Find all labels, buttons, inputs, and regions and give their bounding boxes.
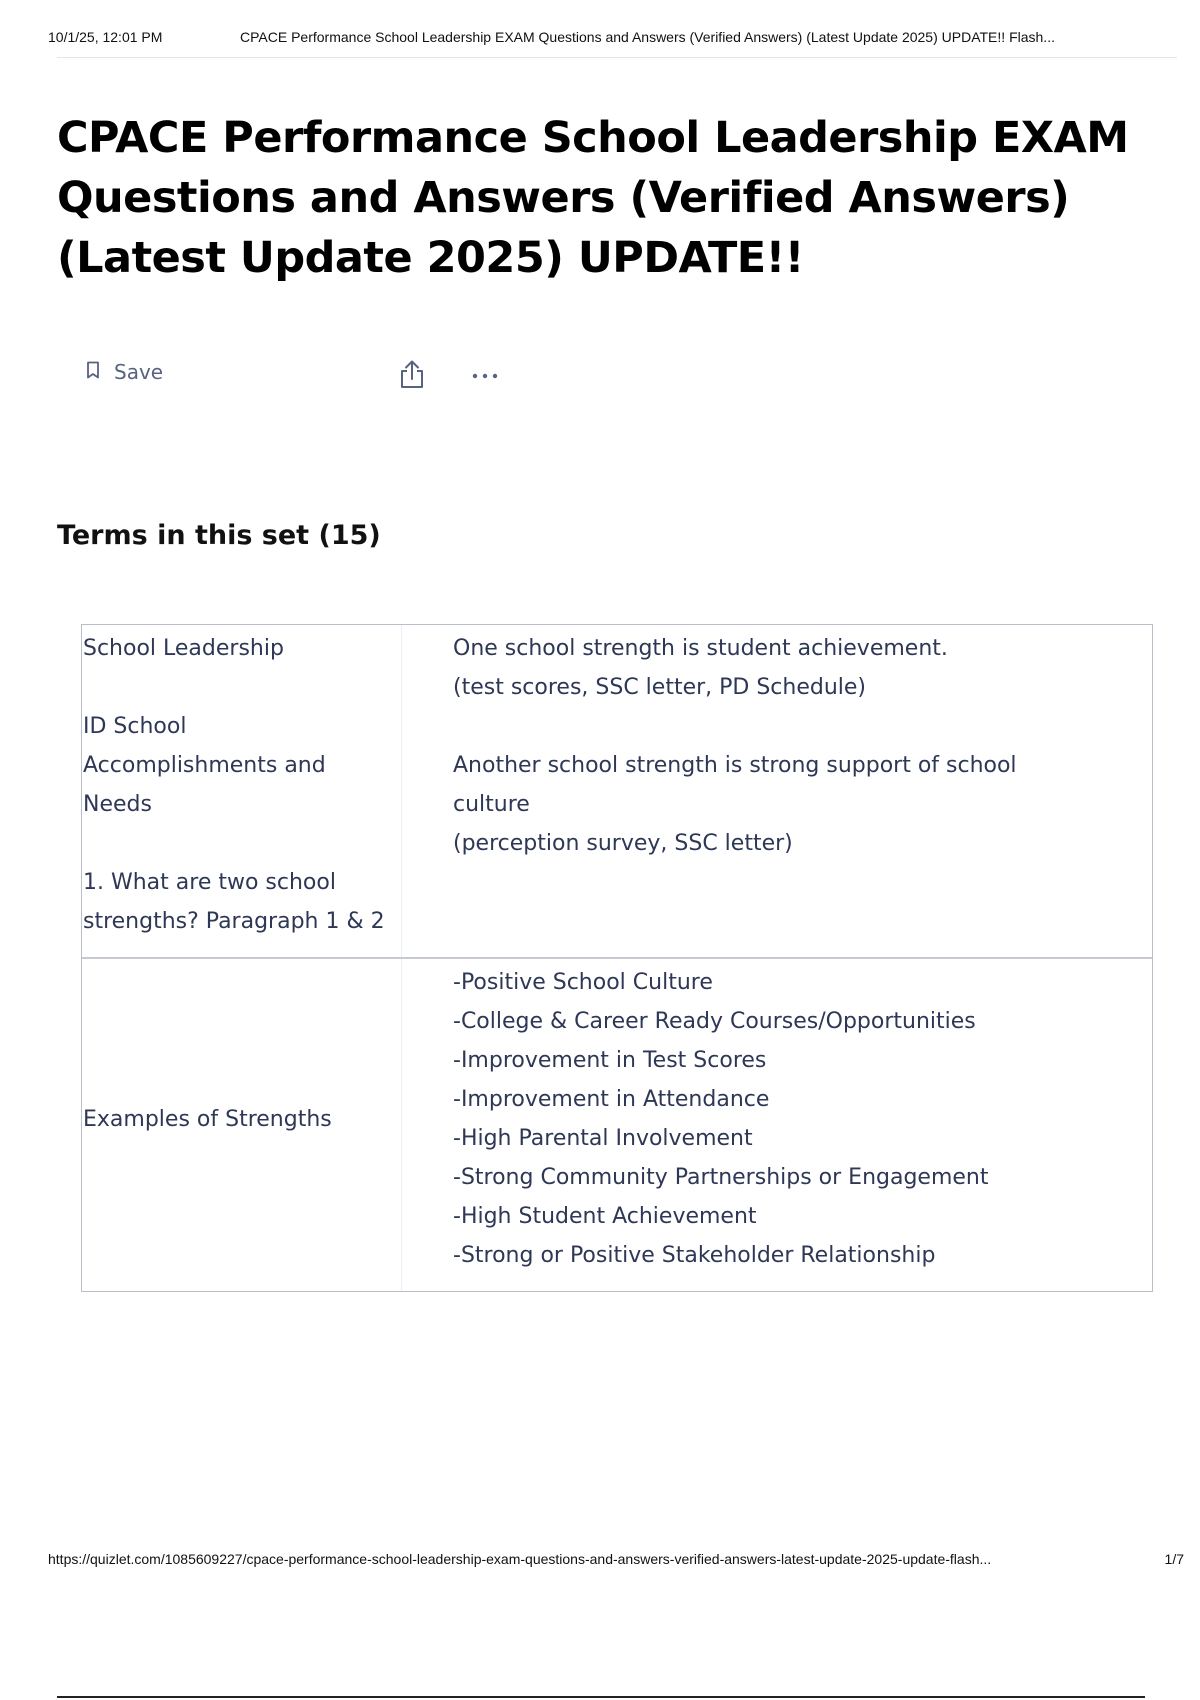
definition-cell: -Positive School Culture -College & Career Ready Courses/Opportunities -Improvement in Test Scores -Improvement in Attendance -High Parental Involvement -Strong Community Partnerships or Engagement -High Student Achievement -Strong or Positive Stakeholder Relationship xyxy=(453,970,989,1268)
save-button[interactable] xyxy=(86,360,163,384)
terms-section-title: Terms in this set (15) xyxy=(57,520,381,551)
save-label: Save xyxy=(114,360,164,384)
more-icon xyxy=(470,373,502,392)
print-datetime: 10/1/25, 12:01 PM xyxy=(48,29,163,45)
term-cell: School Leadership ID School Accomplishments and Needs 1. What are two school strengths? Paragraph 1 & 2 xyxy=(82,625,402,957)
terms-table xyxy=(81,624,1153,1292)
print-url: https://quizlet.com/1085609227/cpace-performance-school-leadership-exam-questions-and-answers-verified-answers-latest-update-2025-update-flash... xyxy=(48,1551,992,1567)
share-button[interactable] xyxy=(398,358,426,394)
print-header xyxy=(48,29,1180,51)
term-row xyxy=(82,625,1152,959)
header-divider xyxy=(57,57,1177,58)
print-footer xyxy=(48,1551,1188,1571)
bottom-divider xyxy=(57,1696,1145,1698)
more-options-button[interactable] xyxy=(470,360,502,392)
share-icon xyxy=(398,375,426,394)
page-number: 1/7 xyxy=(1164,1551,1184,1567)
bookmark-icon xyxy=(86,360,100,384)
print-doc-title: CPACE Performance School Leadership EXAM Questions and Answers (Verified Answers) (Latest Update 2025) UPDATE!! Flash... xyxy=(240,29,1055,45)
term-row xyxy=(82,959,1152,1291)
definition-cell: One school strength is student achievement. (test scores, SSC letter, PD Schedule) Another school strength is strong support of school culture (perception survey, SSC letter) xyxy=(453,636,1017,856)
action-bar xyxy=(86,360,506,392)
page-title: CPACE Performance School Leadership EXAM Questions and Answers (Verified Answers) (Latest Update 2025) UPDATE!! xyxy=(57,113,1129,283)
term-cell: Examples of Strengths xyxy=(82,959,402,1291)
